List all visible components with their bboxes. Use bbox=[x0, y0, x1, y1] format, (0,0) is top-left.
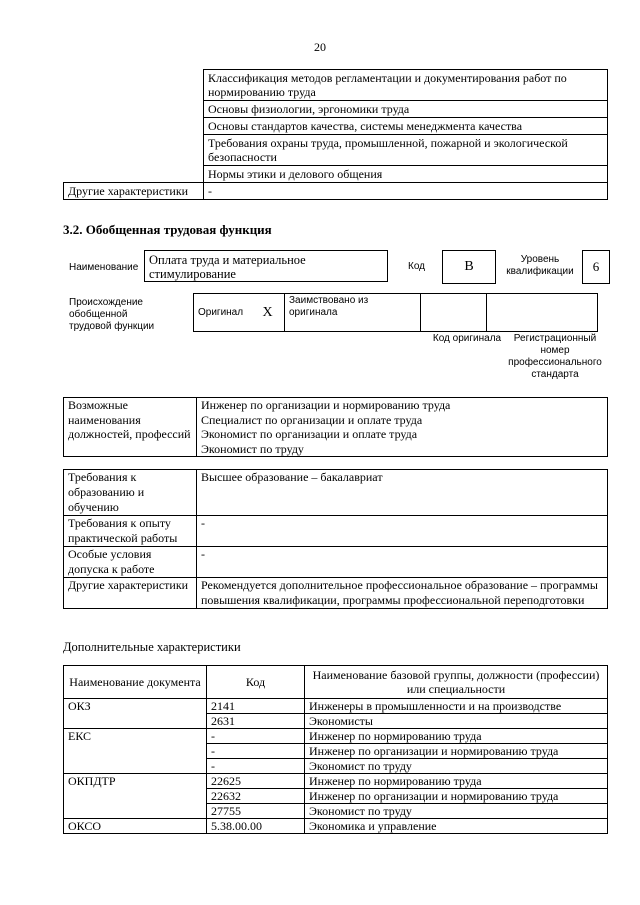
knowledge-item: Основы физиологии, эргономики труда bbox=[204, 101, 608, 118]
other-req-label: Другие характеристики bbox=[64, 578, 197, 609]
code-cell: - bbox=[207, 729, 305, 744]
code-label: Код bbox=[408, 261, 426, 272]
other-req-value: Рекомендуется дополнительное профессиональное образование – программы повышения квалификации, программы профессиональной переподготовки bbox=[197, 578, 608, 609]
extra-table bbox=[63, 665, 608, 834]
table-row bbox=[64, 729, 608, 744]
position-item: Экономист по труду bbox=[201, 441, 304, 456]
other-characteristics-value: - bbox=[204, 183, 608, 200]
doc-cell: ОКПДТР bbox=[64, 774, 207, 819]
origin-code-cell bbox=[421, 294, 487, 332]
name-cell: Экономика и управление bbox=[305, 819, 608, 834]
table-row bbox=[64, 819, 608, 834]
section-title: 3.2. Обобщенная трудовая функция bbox=[63, 222, 272, 237]
code-cell: 22632 bbox=[207, 789, 305, 804]
doc-cell: ЕКС bbox=[64, 729, 207, 774]
code-cell: - bbox=[207, 744, 305, 759]
code-cell: 27755 bbox=[207, 804, 305, 819]
knowledge-item: Требования охраны труда, промышленной, пожарной и экологической безопасности bbox=[204, 135, 608, 166]
knowledge-item: Классификация методов регламентации и документирования работ по нормированию труда bbox=[204, 70, 608, 101]
requirements-table bbox=[63, 469, 608, 609]
code-cell: - bbox=[207, 759, 305, 774]
experience-label: Требования к опыту практической работы bbox=[64, 516, 197, 547]
original-mark: X bbox=[251, 294, 285, 332]
position-item: Экономист по организации и оплате труда bbox=[201, 427, 418, 441]
code-cell: 2141 bbox=[207, 699, 305, 714]
name-label: Наименование bbox=[69, 262, 139, 273]
borrowed-label: Заимствовано из оригинала bbox=[285, 294, 421, 332]
function-code: B bbox=[442, 250, 496, 284]
function-name-box bbox=[144, 250, 388, 282]
doc-cell: ОКСО bbox=[64, 819, 207, 834]
special-conditions-value: - bbox=[197, 547, 608, 578]
name-cell: Инженер по организации и нормированию труда bbox=[305, 789, 608, 804]
positions-label: Возможные наименования должностей, профессий bbox=[64, 398, 197, 457]
name-cell: Инженер по организации и нормированию труда bbox=[305, 744, 608, 759]
code-cell: 5.38.00.00 bbox=[207, 819, 305, 834]
name-cell: Инженер по нормированию труда bbox=[305, 774, 608, 789]
function-name: Оплата труда и материальное стимулирование bbox=[149, 253, 306, 281]
name-cell: Экономисты bbox=[305, 714, 608, 729]
name-cell: Инженер по нормированию труда bbox=[305, 729, 608, 744]
special-conditions-label: Особые условия допуска к работе bbox=[64, 547, 197, 578]
table-row bbox=[64, 699, 608, 714]
header-code: Код bbox=[207, 666, 305, 699]
extra-title: Дополнительные характеристики bbox=[63, 640, 241, 654]
level-value: 6 bbox=[582, 250, 610, 284]
education-label: Требования к образованию и обучению bbox=[64, 470, 197, 516]
experience-value: - bbox=[197, 516, 608, 547]
position-item: Инженер по организации и нормированию труда bbox=[201, 398, 451, 412]
other-characteristics-label: Другие характеристики bbox=[64, 183, 204, 200]
reg-number-cell bbox=[487, 294, 598, 332]
page-number: 20 bbox=[314, 40, 326, 54]
header-doc: Наименование документа bbox=[64, 666, 207, 699]
knowledge-table bbox=[63, 69, 608, 200]
education-value: Высшее образование – бакалавриат bbox=[197, 470, 608, 516]
positions-list bbox=[197, 398, 608, 457]
origin-table bbox=[193, 293, 598, 332]
name-cell: Инженеры в промышленности и на производстве bbox=[305, 699, 608, 714]
empty-label-cell bbox=[64, 70, 204, 183]
knowledge-item: Основы стандартов качества, системы менеджмента качества bbox=[204, 118, 608, 135]
name-cell: Экономист по труду bbox=[305, 804, 608, 819]
doc-cell: ОКЗ bbox=[64, 699, 207, 729]
table-row bbox=[64, 774, 608, 789]
original-label: Оригинал bbox=[194, 294, 252, 332]
reg-caption: Регистрационный номер профессионального стандарта bbox=[508, 333, 602, 380]
code-cell: 22625 bbox=[207, 774, 305, 789]
header-name: Наименование базовой группы, должности (профессии) или специальности bbox=[305, 666, 608, 699]
code-cell: 2631 bbox=[207, 714, 305, 729]
knowledge-item: Нормы этики и делового общения bbox=[204, 166, 608, 183]
code-caption: Код оригинала bbox=[432, 333, 502, 344]
level-label: Уровень квалификации bbox=[506, 254, 574, 277]
name-cell: Экономист по труду bbox=[305, 759, 608, 774]
position-item: Специалист по организации и оплате труда bbox=[201, 412, 423, 427]
origin-label: Происхождение обобщенной трудовой функции bbox=[69, 297, 155, 332]
positions-table bbox=[63, 397, 608, 457]
